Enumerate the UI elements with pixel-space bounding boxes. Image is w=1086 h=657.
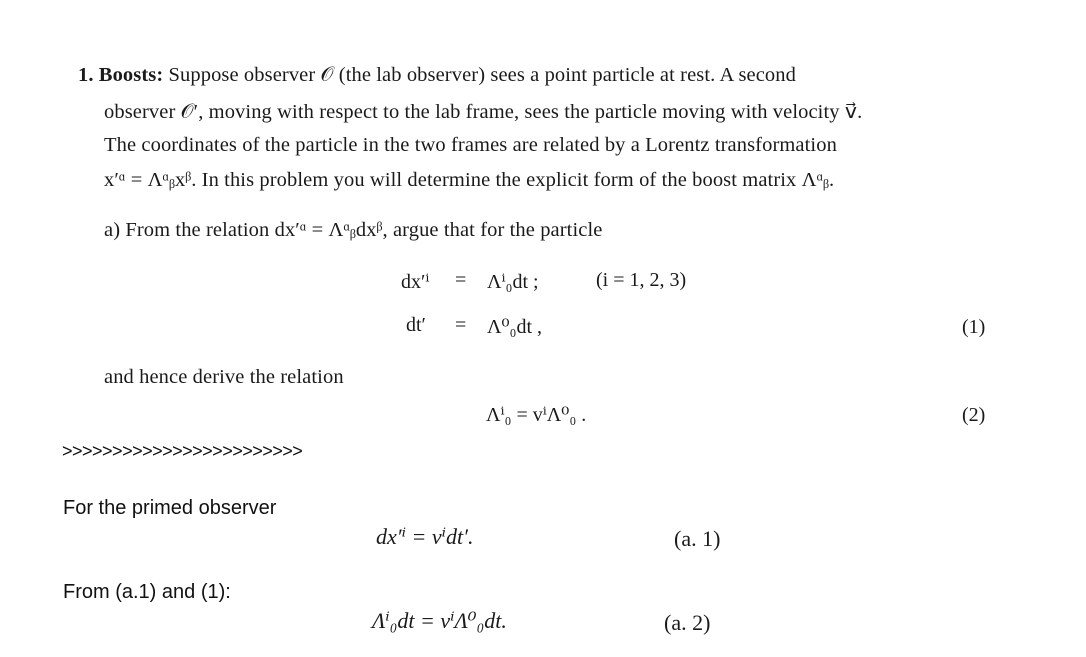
eq1-line1-lhs: dx′ⁱ xyxy=(401,271,430,293)
eq1-number: (1) xyxy=(962,316,986,338)
eq1-line1-condition: (i = 1, 2, 3) xyxy=(596,269,687,291)
from-text: From (a.1) and (1): xyxy=(63,581,231,603)
problem-line-3: The coordinates of the particle in the two frames are related by a Lorentz transformation xyxy=(104,134,837,156)
eq1-line2-rhs: Λ⁰₀dt , xyxy=(487,316,543,338)
eq-a2-number: (a. 2) xyxy=(664,610,711,635)
eq1-line1-rhs: Λⁱ₀dt ; xyxy=(487,271,539,293)
problem-line-2: observer 𝒪′, moving with respect to the lab frame, sees the particle moving with velocity v⃗. xyxy=(104,101,863,123)
part-a-text: a) From the relation dx′ᵅ = Λᵅᵦdxᵝ, argue that for the particle xyxy=(104,219,603,241)
eq1-line1-equals: = xyxy=(455,269,467,291)
separator: >>>>>>>>>>>>>>>>>>>>>>>> xyxy=(62,441,303,461)
eq-a1-number: (a. 1) xyxy=(674,526,721,551)
eq-a2: Λⁱ₀dt = vⁱΛ⁰₀dt. xyxy=(372,608,507,633)
problem-line-4: x′ᵅ = Λᵅᵦxᵝ. In this problem you will determine the explicit form of the boost matrix Λᵅᵦ. xyxy=(104,169,835,191)
eq1-line2-lhs: dt′ xyxy=(406,314,426,336)
eq2: Λⁱ₀ = vⁱΛ⁰₀ . xyxy=(486,404,587,426)
eq-a1: dx′ⁱ = vⁱdt′. xyxy=(376,524,474,549)
problem-heading: 1. Boosts: xyxy=(78,64,164,86)
eq2-number: (2) xyxy=(962,404,986,426)
problem-line-1: 1. Boosts: Suppose observer 𝒪 (the lab observer) sees a point particle at rest. A second xyxy=(78,64,796,86)
eq1-line2-equals: = xyxy=(455,314,467,336)
hence-text: and hence derive the relation xyxy=(104,366,344,388)
primed-observer-text: For the primed observer xyxy=(63,497,277,519)
